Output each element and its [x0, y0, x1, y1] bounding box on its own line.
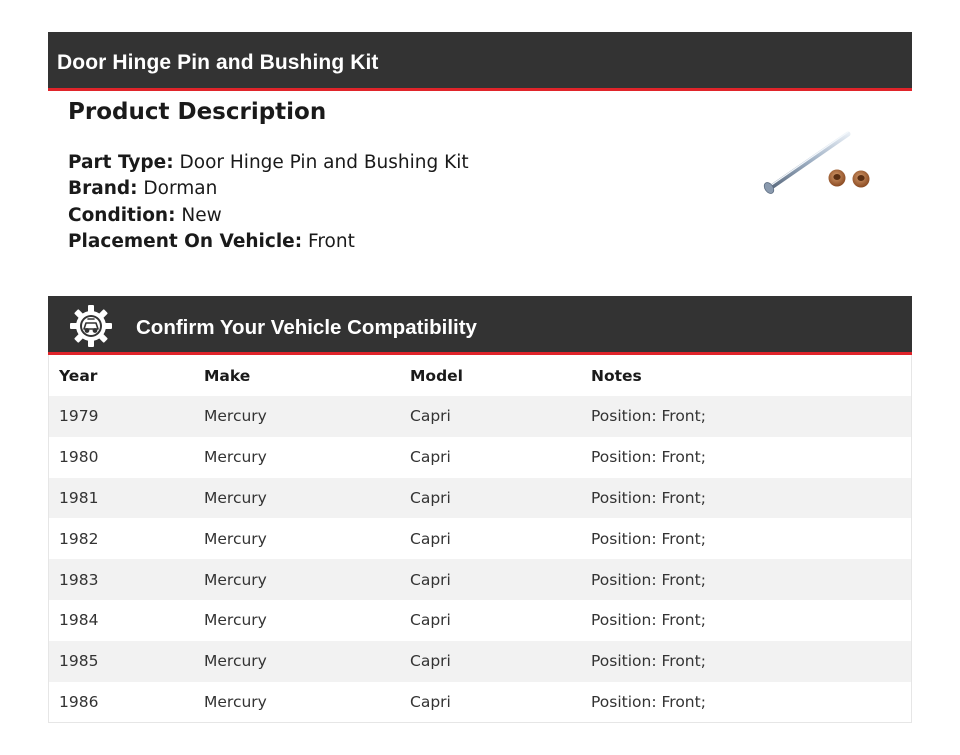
cell-model: Capri: [410, 488, 451, 507]
table-row: [49, 396, 911, 437]
cell-model: Capri: [410, 448, 451, 467]
spec-label: Placement On Vehicle:: [68, 231, 303, 253]
cell-model: Capri: [410, 652, 451, 671]
cell-model: Capri: [410, 529, 451, 548]
cell-year: 1986: [59, 692, 99, 711]
spec-brand: [68, 176, 628, 202]
cell-year: 1980: [59, 448, 99, 467]
gear-car-icon: [70, 305, 112, 347]
cell-make: Mercury: [204, 652, 267, 671]
product-image: [758, 124, 878, 202]
cell-make: Mercury: [204, 570, 267, 589]
cell-year: 1982: [59, 529, 99, 548]
spec-condition: [68, 203, 628, 229]
cell-make: Mercury: [204, 611, 267, 630]
spec-value: New: [181, 204, 222, 226]
cell-notes: Position: Front;: [591, 529, 706, 548]
description-heading: Product Description: [68, 99, 327, 125]
column-header-notes: Notes: [591, 366, 642, 385]
cell-make: Mercury: [204, 488, 267, 507]
spec-value: Dorman: [143, 178, 218, 200]
cell-notes: Position: Front;: [591, 692, 706, 711]
table-row: [49, 600, 911, 641]
cell-year: 1984: [59, 611, 99, 630]
compatibility-table: [48, 355, 912, 723]
cell-notes: Position: Front;: [591, 407, 706, 426]
cell-make: Mercury: [204, 692, 267, 711]
table-row: [49, 478, 911, 519]
spec-label: Brand:: [68, 178, 138, 200]
cell-year: 1979: [59, 407, 99, 426]
column-header-year: Year: [59, 366, 98, 385]
table-row: [49, 559, 911, 600]
cell-year: 1981: [59, 488, 99, 507]
table-row: [49, 437, 911, 478]
cell-model: Capri: [410, 407, 451, 426]
table-row: [49, 641, 911, 682]
compatibility-banner: [48, 296, 912, 355]
cell-notes: Position: Front;: [591, 652, 706, 671]
bushing: [829, 170, 846, 187]
cell-notes: Position: Front;: [591, 611, 706, 630]
cell-year: 1985: [59, 652, 99, 671]
spec-label: Condition:: [68, 204, 176, 226]
table-header-row: [49, 355, 911, 396]
cell-model: Capri: [410, 611, 451, 630]
spec-part-type: [68, 150, 628, 176]
cell-make: Mercury: [204, 529, 267, 548]
title-banner: [48, 32, 912, 91]
spec-label: Part Type:: [68, 152, 174, 173]
bushing: [853, 171, 870, 188]
spec-list: [68, 150, 628, 256]
spec-value: Front: [308, 231, 355, 253]
cell-notes: Position: Front;: [591, 448, 706, 467]
cell-notes: Position: Front;: [591, 488, 706, 507]
cell-model: Capri: [410, 692, 451, 711]
cell-notes: Position: Front;: [591, 570, 706, 589]
product-description: [68, 96, 628, 256]
cell-model: Capri: [410, 570, 451, 589]
table-row: [49, 682, 911, 723]
page-title: Door Hinge Pin and Bushing Kit: [57, 51, 379, 74]
cell-year: 1983: [59, 570, 99, 589]
column-header-model: Model: [410, 366, 463, 385]
spec-value: Door Hinge Pin and Bushing Kit: [179, 152, 469, 173]
table-row: [49, 518, 911, 559]
compatibility-title: Confirm Your Vehicle Compatibility: [136, 316, 477, 339]
spec-placement: [68, 229, 628, 255]
column-header-make: Make: [204, 366, 251, 385]
cell-make: Mercury: [204, 448, 267, 467]
cell-make: Mercury: [204, 407, 267, 426]
